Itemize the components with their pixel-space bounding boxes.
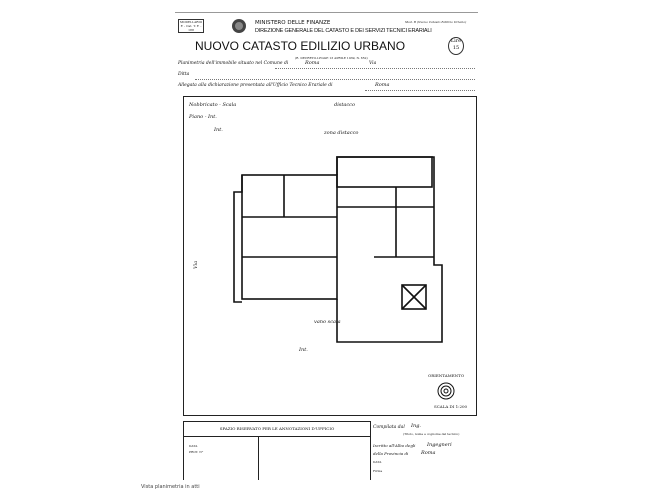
plan-note-via: Via <box>193 260 200 270</box>
ministry: MINISTERO DELLE FINANZE <box>255 20 331 26</box>
fee-stamp: Lire 15 <box>448 37 464 55</box>
plan-area <box>183 96 477 416</box>
reserved-heading: SPAZIO RISERVATO PER LE ANNOTAZIONI D'UFFICIO <box>184 422 370 437</box>
image-caption: Vista planimetria in atti <box>141 484 200 490</box>
plan-note-scala: vano scala <box>314 319 341 325</box>
plan-note-distacco: distacco <box>334 102 355 108</box>
iscritto-label: Iscritto all'Albo degli <box>373 443 416 448</box>
plan-note-floor: Piano - Int. <box>189 114 217 120</box>
plan-note-int: Int. <box>214 127 223 133</box>
compilata-sub: (Titolo, nome e cognome del tecnico) <box>403 432 460 436</box>
via-label: Via <box>369 61 377 66</box>
plan-note-int2: Int. <box>299 347 308 353</box>
compilata-value: Ing. <box>411 423 421 429</box>
orientation-icon <box>438 383 454 399</box>
provincia-label: della Provincia di <box>373 451 409 456</box>
data2-label: DATA <box>373 460 382 464</box>
state-emblem-icon <box>231 18 247 34</box>
ufficio-label: Allegata alla dichiarazione presentata all'Ufficio Tecnico Erariale di <box>178 83 333 88</box>
plan-note-building: Nobbricato - Scala <box>189 102 237 108</box>
model-box: MODELLARIO F. - Cat. T. F. - 188 <box>180 20 203 32</box>
comune-value: Roma <box>305 60 320 66</box>
iscritto-value: Ingegneri <box>427 442 452 448</box>
plan-note-zona: zona distacco <box>324 130 359 136</box>
model-ref: Mod. B (Nuovo Catasto Edilizio Urbano) <box>405 20 467 24</box>
comune-label: Planimetria dell'immobile situato nel Comune di <box>178 61 289 66</box>
decree: (R. DECRETO-LEGGE 13 APRILE 1939, N. 652) <box>295 56 368 60</box>
direction: DIREZIONE GENERALE DEL CATASTO E DEI SERVIZI TECNICI ERARIALI <box>255 28 432 34</box>
cadastral-form <box>175 12 478 475</box>
page-title: NUOVO CATASTO EDILIZIO URBANO <box>195 39 406 53</box>
ditta-label: Ditta <box>178 72 190 77</box>
compilata-label: Compilata dal <box>373 425 405 430</box>
office-annotations <box>183 421 371 480</box>
floor-plan-drawing <box>184 97 476 415</box>
firma-label: Firma <box>373 469 383 473</box>
orientation-label: ORIENTAMENTO <box>428 373 465 378</box>
scale-label: SCALA DI 1:200 <box>434 404 468 409</box>
ufficio-value: Roma <box>375 82 390 88</box>
prot-label: PROT. N° <box>189 450 204 454</box>
provincia-value: Roma <box>421 450 436 456</box>
data-label: DATA <box>189 444 198 448</box>
